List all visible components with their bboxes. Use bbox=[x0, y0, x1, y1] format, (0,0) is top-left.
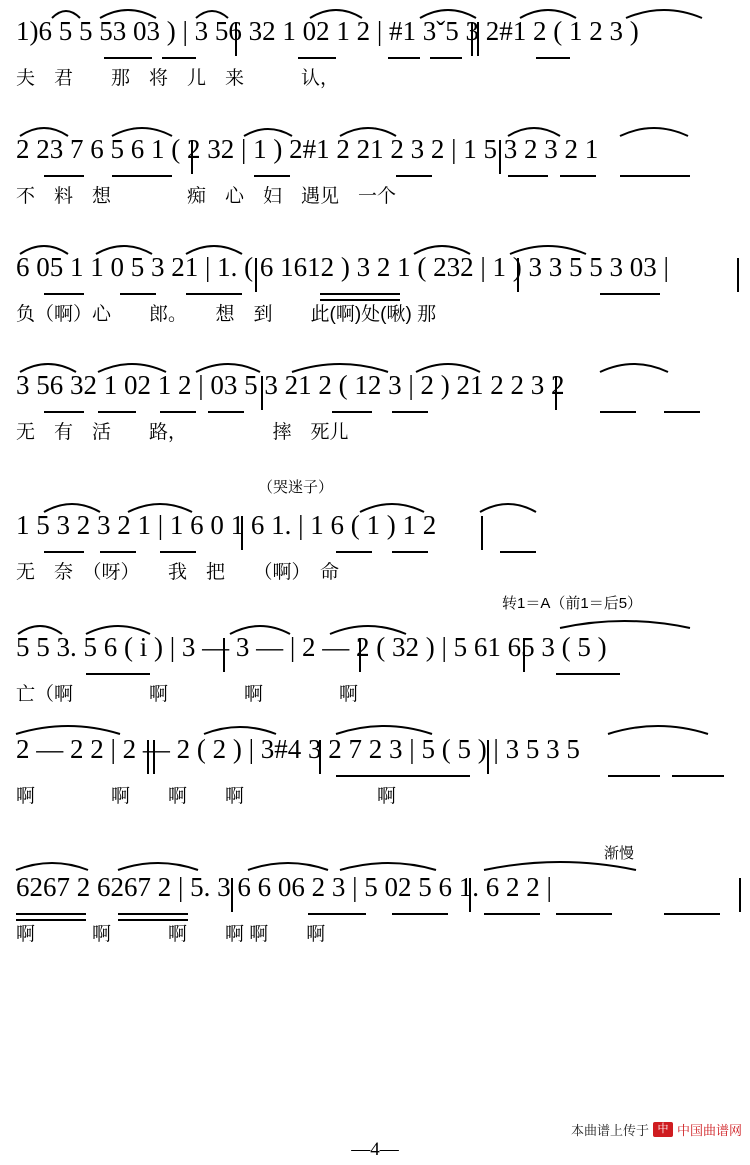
music-system bbox=[0, 354, 750, 472]
site-credit bbox=[570, 1120, 742, 1150]
music-system bbox=[0, 718, 750, 836]
system-8-lyrics: 啊 啊 啊 啊 啊 啊 bbox=[16, 924, 326, 945]
system-8-annotation: 渐慢 bbox=[604, 845, 635, 862]
system-2-notes: 2 23 7 6 5 6 1 ( 2 32 | 1 ) 2#1 2 21 2 3 2 | 1 5 3 2 3 2 1 bbox=[16, 134, 599, 164]
system-6-lyrics: 亡（啊 啊 啊 啊 bbox=[16, 684, 359, 705]
system-6-annotation: 转1＝A（前1＝后5） bbox=[502, 595, 643, 612]
music-system bbox=[0, 472, 750, 590]
system-7-notes: 2 — 2 2 | 2 — 2 ( 2 ) | 3#4 3 2 7 2 3 | 5 ( 5 ) | 3 5 3 5 bbox=[16, 734, 580, 764]
site-logo-icon: 中国 bbox=[653, 1122, 673, 1137]
system-7-lyrics: 啊 啊 啊 啊 啊 bbox=[16, 786, 397, 807]
system-1-lyrics: 夫 君 那 将 儿 来 认， bbox=[16, 68, 340, 89]
music-system bbox=[0, 590, 750, 718]
page-footer bbox=[0, 1113, 750, 1165]
system-6-notes: 5 5 3. 5 6 ( i ) | 3 — 3 — | 2 — 2 ( 32 ) | 5 61 65 3 ( 5 ) bbox=[16, 632, 607, 662]
system-5-annotation: （哭迷子） bbox=[258, 479, 334, 496]
system-5-notes: 1 5 3 2 3 2 1 | 1 6 0 1 6 1. | 1 6 ( 1 ) 1 2 bbox=[16, 510, 437, 540]
music-system bbox=[0, 236, 750, 354]
credit-site-name: 中国曲谱网 bbox=[676, 1123, 742, 1138]
system-3-notes: 6 05 1 1 0 5 3 21 | 1. ( 6 1612 ) 3 2 1 ( 232 | 1 ) 3 3 5 5 3 03 | bbox=[16, 252, 669, 282]
system-4-lyrics: 无 有 活 路， 摔 死儿 bbox=[16, 422, 349, 443]
credit-text: 本曲谱上传于 bbox=[570, 1123, 649, 1138]
page-number: —4— bbox=[351, 1139, 399, 1160]
system-1-notes: 1)6 5 5 53 03 ) | 3 56 32 1 02 1 2 | #1 3ˇ5 3 2#1 2 ( 1 2 3 ) bbox=[16, 16, 639, 46]
system-5-lyrics: 无 奈 （呀） 我 把 （啊） 命 bbox=[16, 562, 340, 583]
music-system bbox=[0, 118, 750, 236]
system-3-lyrics: 负（啊）心 郎。 想 到 此(啊)处(啾) 那 bbox=[16, 304, 437, 325]
music-system bbox=[0, 0, 750, 118]
system-4-notes: 3 56 32 1 02 1 2 | 03 5 3 21 2 ( 12 3 | 2 ) 21 2 2 3 2 bbox=[16, 370, 565, 400]
system-2-lyrics: 不 料 想 痴 心 妇 遇见 一个 bbox=[16, 186, 397, 207]
system-8-notes: 6267 2 6267 2 | 5. 3 6 6 06 2 3 | 5 02 5 6 1. 6 2 2 | bbox=[16, 872, 552, 902]
music-system bbox=[0, 836, 750, 964]
